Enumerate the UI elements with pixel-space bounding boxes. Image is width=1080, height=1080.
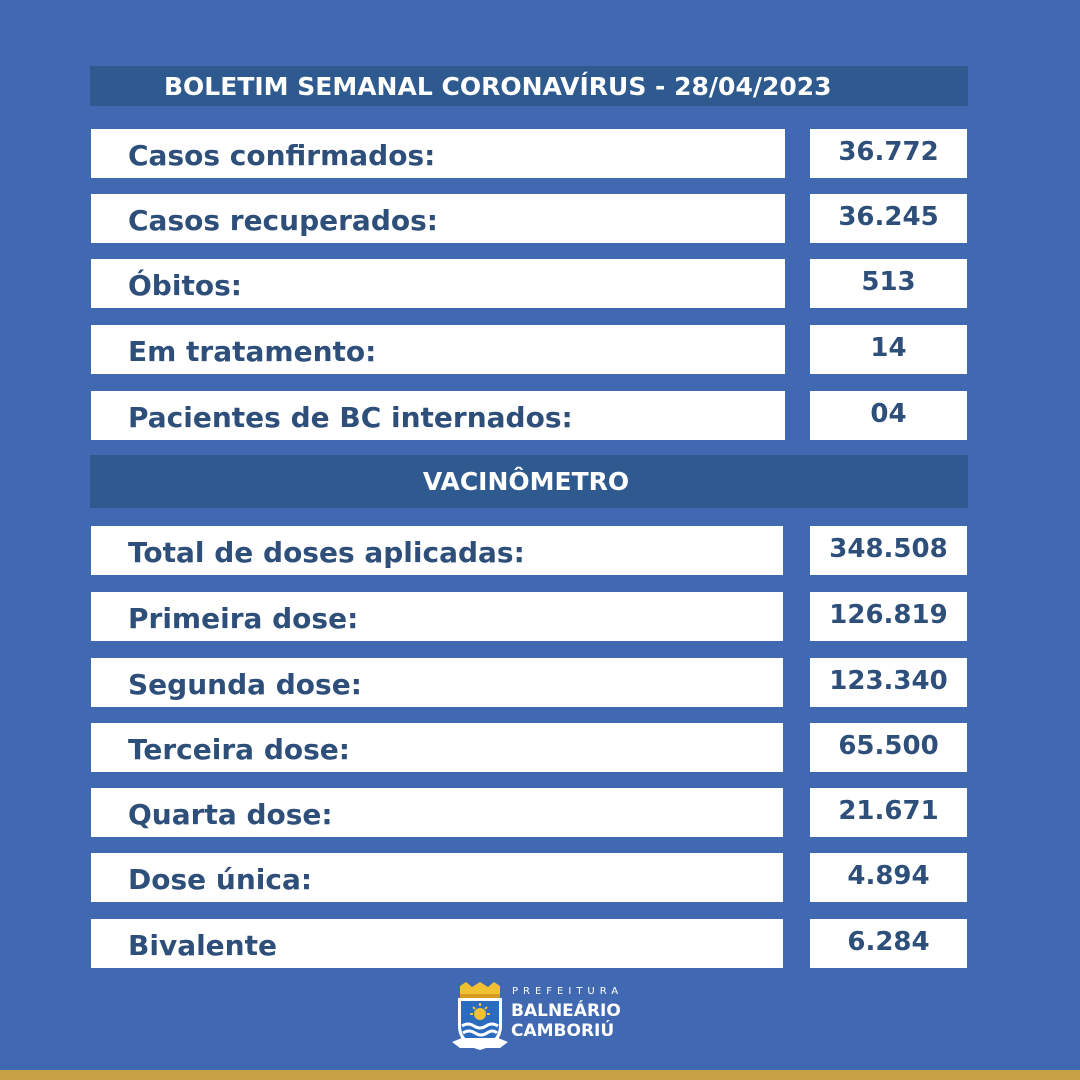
row-recovered-cases-value — [810, 194, 967, 243]
first-dose-value: 126.819 — [829, 599, 948, 630]
bivalent-value: 6.284 — [847, 926, 930, 957]
first-dose-label: Primeira dose: — [128, 602, 359, 635]
second-dose-value: 123.340 — [829, 665, 948, 696]
row-confirmed-cases-value — [810, 129, 967, 178]
bulletin-title: BOLETIM SEMANAL CORONAVÍRUS - 28/04/2023 — [164, 71, 832, 101]
bivalent-label: Bivalente — [128, 929, 277, 962]
fourth-dose-value: 21.671 — [838, 795, 939, 826]
row-bivalent-label — [91, 919, 783, 968]
in-treatment-label: Em tratamento: — [128, 335, 377, 368]
in-treatment-value: 14 — [870, 332, 907, 363]
row-second-dose-label — [91, 658, 783, 707]
recovered-cases-label: Casos recuperados: — [128, 204, 438, 237]
confirmed-cases-value: 36.772 — [838, 136, 939, 167]
fourth-dose-label: Quarta dose: — [128, 798, 333, 831]
row-hospitalized-value — [810, 391, 967, 440]
vaccine-title: VACINÔMETRO — [422, 467, 630, 496]
prefeitura-logo — [452, 982, 642, 1054]
row-third-dose-label — [91, 723, 783, 772]
row-deaths-value — [810, 259, 967, 308]
hospitalized-value: 04 — [870, 398, 907, 429]
row-single-dose-label — [91, 853, 783, 902]
third-dose-value: 65.500 — [838, 730, 939, 761]
row-hospitalized-label — [91, 391, 785, 440]
single-dose-label: Dose única: — [128, 863, 313, 896]
row-second-dose-value — [810, 658, 967, 707]
row-in-treatment-value — [810, 325, 967, 374]
city-crest-icon — [452, 982, 508, 1054]
deaths-label: Óbitos: — [128, 269, 242, 302]
bulletin-title-bar — [90, 66, 968, 106]
deaths-value: 513 — [861, 266, 916, 297]
total-doses-value: 348.508 — [829, 533, 948, 564]
recovered-cases-value: 36.245 — [838, 201, 939, 232]
row-fourth-dose-value — [810, 788, 967, 837]
total-doses-label: Total de doses aplicadas: — [128, 536, 525, 569]
row-deaths-label — [91, 259, 785, 308]
row-confirmed-cases-label — [91, 129, 785, 178]
row-first-dose-label — [91, 592, 783, 641]
row-fourth-dose-label — [91, 788, 783, 837]
row-third-dose-value — [810, 723, 967, 772]
single-dose-value: 4.894 — [847, 860, 930, 891]
row-total-doses-value — [810, 526, 967, 575]
row-total-doses-label — [91, 526, 783, 575]
third-dose-label: Terceira dose: — [128, 733, 350, 766]
vaccine-title-bar — [90, 455, 968, 508]
hospitalized-label: Pacientes de BC internados: — [128, 401, 573, 434]
bottom-stripe — [0, 1070, 1080, 1080]
row-single-dose-value — [810, 853, 967, 902]
row-bivalent-value — [810, 919, 967, 968]
row-first-dose-value — [810, 592, 967, 641]
logo-prefeitura-text: PREFEITURA — [512, 986, 624, 997]
logo-balneario-text: BALNEÁRIO — [511, 1001, 621, 1021]
row-recovered-cases-label — [91, 194, 785, 243]
second-dose-label: Segunda dose: — [128, 668, 362, 701]
confirmed-cases-label: Casos confirmados: — [128, 139, 436, 172]
logo-camboriu-text: CAMBORIÚ — [511, 1021, 615, 1041]
row-in-treatment-label — [91, 325, 785, 374]
